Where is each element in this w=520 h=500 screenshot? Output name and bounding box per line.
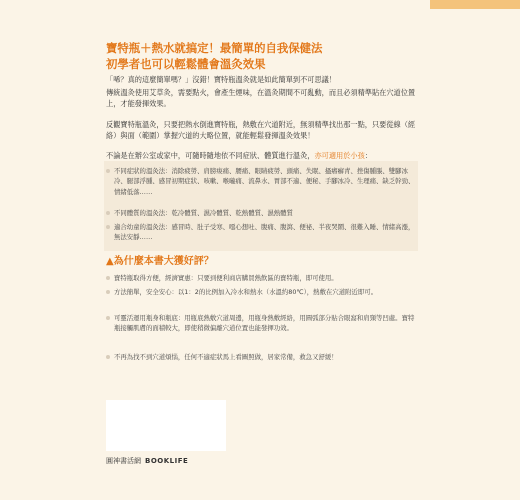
reason-list-item: 可靈活運用瓶身和瓶底：用瓶底熱敷穴道周邊，用瓶身熱敷經絡，用圓弧部分貼合眼窩和肩頸等凹處。寶特瓶接觸肌膚的面積較大，即使稍微偏離穴道位置也能發揮功效。 [106,313,416,334]
bullet-icon [106,211,110,215]
top-accent-bar [430,0,520,9]
section-title: ▲為什麼本書大獲好評？ [106,256,214,267]
p4-suffix: ： [364,151,372,160]
reason-list-item: 寶特瓶取得方便，經濟實惠：只要到便利商店購買熱飲區的寶特瓶，即可使用。 [106,273,416,283]
intro-paragraph-4 [106,150,416,161]
publisher-footer [106,456,188,466]
bullet-icon [106,276,110,280]
intro-paragraph-1: 「唏？真的這麼簡單嗎？」沒錯！寶特瓶溫灸就是如此簡單到不可思議！ [106,75,337,84]
publisher-label: 圓神書活網 [106,457,141,465]
bullet-icon [106,290,110,294]
bullet-icon [106,225,110,229]
symptom-list-item: 不同體質的溫灸法：乾冷體質、濕冷體質、乾熱體質、濕熱體質 [106,208,416,218]
bullet-icon [106,316,110,320]
reason-list-item: 不再為找不到穴道煩惱，任何不適症狀馬上看圖照做，居家常備，救急又舒緩！ [106,352,416,362]
symptom-list-item: 不同症狀的溫灸法：消除疲勞、肩膀痠痛、腰痛、眼睛疲勞、頭痛、失眠、搔癢癬青、挫傷腫脹、雙腳冰冷、腿部浮腫、感冒初期症狀、咳嗽、喉嚨痛、流鼻水、胃部不適、便秘、手腳冰冷、生理痛、缺乏幹勁、情緒低落…… [106,166,416,197]
headline [106,40,416,72]
publisher-brand: BOOKLIFE [145,457,189,465]
headline-line-1: 寶特瓶＋熱水就搞定！最簡單的自我保健法 [106,41,323,55]
back-cover-page [106,0,416,500]
bullet-icon [106,355,110,359]
barcode-placeholder [106,400,226,451]
bullet-icon [106,169,110,173]
symptom-list-item: 適合幼童的溫灸法：感冒時、肚子受寒、噁心想吐、腹痛、腹瀉、便祕、半夜哭鬧、很難入睡、情緒高漲，無法安靜…… [106,222,416,243]
p4-highlight: 亦可適用於小孩 [314,151,365,160]
intro-paragraph-3: 反觀寶特瓶溫灸，只要把熱水倒進寶特瓶，熱敷在穴道附近，無須精準找出那一點，只要從線（經絡）與面（範圍）掌握穴道的大略位置，就能輕鬆發揮溫灸效果！ [106,120,416,140]
p4-prefix: 不論是在辦公室或家中，可隨時隨地依不同症狀、體質進行溫灸， [106,151,315,160]
headline-line-2: 初學者也可以輕鬆體會溫灸效果 [106,57,266,71]
reason-list-item: 方法簡單，安全安心：以1：2的比例加入冷水和熱水（水溫約80℃），熱敷在穴道附近即可。 [106,287,416,297]
intro-paragraph-2: 傳統溫灸使用艾草灸，需要點火，會產生煙味，在溫灸期間不可亂動，而且必須精準貼在穴道位置上，才能發揮效果。 [106,88,416,108]
